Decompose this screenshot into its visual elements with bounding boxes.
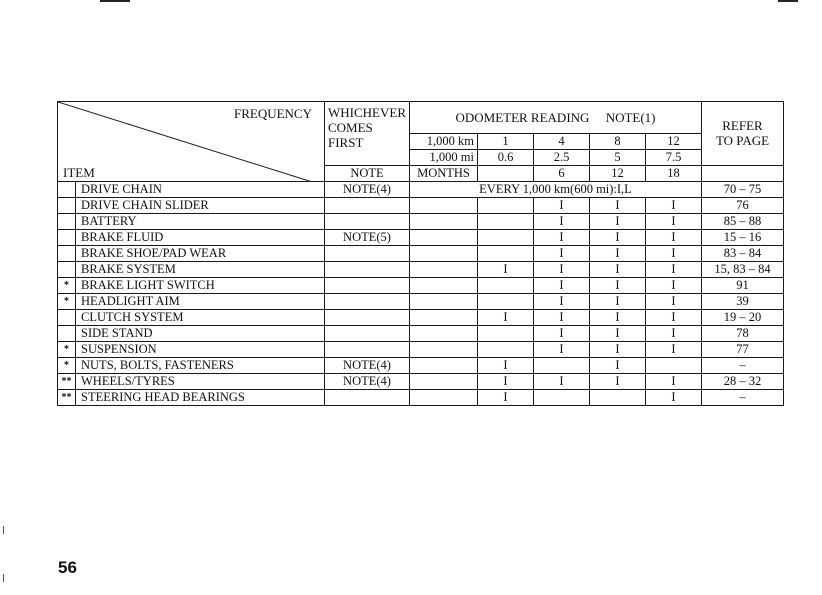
refer-to-page-header: REFER TO PAGE: [702, 102, 784, 166]
months-blank: [410, 390, 478, 406]
interval-cell: I: [534, 326, 590, 342]
item-name: STEERING HEAD BEARINGS: [76, 390, 325, 406]
schedule-row: [58, 326, 784, 342]
item-note: [325, 262, 410, 278]
top-rule-mark: [778, 0, 798, 2]
refer-page: 19 – 20: [702, 310, 784, 326]
months-blank: [410, 262, 478, 278]
interval-mi: 5: [590, 150, 646, 166]
months-blank: [410, 342, 478, 358]
schedule-row: [58, 374, 784, 390]
interval-cell: I: [534, 246, 590, 262]
severity-mark: [58, 182, 76, 198]
severity-mark: [58, 262, 76, 278]
months-blank: [410, 214, 478, 230]
schedule-row: [58, 278, 784, 294]
refer-page: 39: [702, 294, 784, 310]
interval-cell: I: [534, 374, 590, 390]
interval-cell: I: [534, 310, 590, 326]
interval-cell: [534, 390, 590, 406]
interval-cell: I: [646, 342, 702, 358]
interval-cell: I: [646, 230, 702, 246]
interval-cell: I: [590, 230, 646, 246]
item-note: [325, 326, 410, 342]
interval-cell: I: [646, 294, 702, 310]
interval-km: 8: [590, 134, 646, 150]
refer-header-spacer: [702, 166, 784, 182]
item-note: [325, 278, 410, 294]
item-note: [325, 342, 410, 358]
item-name: DRIVE CHAIN: [76, 182, 325, 198]
interval-cell: I: [478, 262, 534, 278]
refer-page: –: [702, 358, 784, 374]
refer-page: 28 – 32: [702, 374, 784, 390]
months-label: MONTHS: [410, 166, 478, 182]
interval-cell: I: [478, 374, 534, 390]
refer-page: 15, 83 – 84: [702, 262, 784, 278]
item-note: NOTE(4): [325, 182, 410, 198]
top-rule-mark: [100, 0, 130, 2]
interval-cell: I: [590, 246, 646, 262]
whichever-comes-first-label: WHICHEVER COMES FIRST: [325, 102, 410, 166]
maintenance-schedule-table: [57, 101, 784, 406]
item-name: SUSPENSION: [76, 342, 325, 358]
interval-span: EVERY 1,000 km(600 mi):I,L: [410, 182, 702, 198]
interval-cell: I: [646, 278, 702, 294]
interval-cell: [646, 358, 702, 374]
refer-page: 76: [702, 198, 784, 214]
interval-cell: [534, 358, 590, 374]
interval-cell: I: [590, 310, 646, 326]
interval-cell: I: [534, 214, 590, 230]
item-note: NOTE(5): [325, 230, 410, 246]
interval-km: 12: [646, 134, 702, 150]
interval-cell: I: [590, 198, 646, 214]
interval-km: 1: [478, 134, 534, 150]
months-blank: [410, 310, 478, 326]
refer-page: 85 – 88: [702, 214, 784, 230]
severity-mark: **: [58, 390, 76, 406]
item-note: [325, 198, 410, 214]
months-blank: [410, 230, 478, 246]
interval-mi: 2.5: [534, 150, 590, 166]
interval-cell: I: [534, 278, 590, 294]
schedule-row: [58, 358, 784, 374]
item-name: HEADLIGHT AIM: [76, 294, 325, 310]
interval-cell: I: [590, 262, 646, 278]
item-note: NOTE(4): [325, 358, 410, 374]
interval-cell: I: [478, 310, 534, 326]
interval-mi: 0.6: [478, 150, 534, 166]
item-note: [325, 390, 410, 406]
item-note: NOTE(4): [325, 374, 410, 390]
interval-cell: I: [646, 214, 702, 230]
interval-months: 6: [534, 166, 590, 182]
item-name: CLUTCH SYSTEM: [76, 310, 325, 326]
item-name: BATTERY: [76, 214, 325, 230]
schedule-row: [58, 390, 784, 406]
interval-cell: I: [590, 358, 646, 374]
item-name: SIDE STAND: [76, 326, 325, 342]
schedule-row: [58, 342, 784, 358]
interval-cell: [590, 390, 646, 406]
severity-mark: [58, 214, 76, 230]
item-name: NUTS, BOLTS, FASTENERS: [76, 358, 325, 374]
odometer-reading-header: ODOMETER READING NOTE(1): [410, 102, 702, 134]
schedule-row: [58, 262, 784, 278]
interval-cell: [478, 342, 534, 358]
interval-cell: I: [590, 214, 646, 230]
item-name: BRAKE FLUID: [76, 230, 325, 246]
refer-page: 83 – 84: [702, 246, 784, 262]
interval-cell: I: [534, 342, 590, 358]
note-column-header: NOTE: [325, 166, 410, 182]
interval-cell: I: [590, 326, 646, 342]
frequency-item-header: [58, 102, 325, 182]
interval-cell: I: [646, 374, 702, 390]
interval-cell: I: [534, 262, 590, 278]
item-note: [325, 246, 410, 262]
refer-page: –: [702, 390, 784, 406]
schedule-row: [58, 310, 784, 326]
severity-mark: [58, 326, 76, 342]
months-blank: [410, 358, 478, 374]
refer-page: 15 – 16: [702, 230, 784, 246]
unit-mi-label: 1,000 mi: [410, 150, 478, 166]
interval-cell: I: [590, 342, 646, 358]
interval-cell: I: [646, 198, 702, 214]
interval-cell: [478, 246, 534, 262]
item-note: [325, 310, 410, 326]
item-name: WHEELS/TYRES: [76, 374, 325, 390]
interval-cell: I: [646, 326, 702, 342]
severity-mark: *: [58, 294, 76, 310]
item-note: [325, 294, 410, 310]
interval-cell: I: [590, 278, 646, 294]
schedule-row: [58, 230, 784, 246]
refer-page: 91: [702, 278, 784, 294]
interval-months: 18: [646, 166, 702, 182]
months-blank: [410, 246, 478, 262]
severity-mark: **: [58, 374, 76, 390]
interval-cell: I: [534, 294, 590, 310]
interval-cell: [478, 214, 534, 230]
interval-cell: I: [478, 390, 534, 406]
margin-tick: [3, 526, 4, 534]
interval-cell: I: [590, 374, 646, 390]
item-name: DRIVE CHAIN SLIDER: [76, 198, 325, 214]
item-name: BRAKE SHOE/PAD WEAR: [76, 246, 325, 262]
months-blank: [410, 278, 478, 294]
margin-tick: [3, 574, 4, 582]
interval-mi: 7.5: [646, 150, 702, 166]
interval-cell: I: [590, 294, 646, 310]
months-blank: [410, 326, 478, 342]
interval-cell: [478, 198, 534, 214]
interval-cell: I: [646, 310, 702, 326]
interval-cell: I: [478, 358, 534, 374]
interval-cell: [478, 278, 534, 294]
refer-page: 78: [702, 326, 784, 342]
item-name: BRAKE SYSTEM: [76, 262, 325, 278]
months-blank: [410, 374, 478, 390]
item-note: [325, 214, 410, 230]
refer-page: 77: [702, 342, 784, 358]
severity-mark: *: [58, 342, 76, 358]
unit-km-label: 1,000 km: [410, 134, 478, 150]
item-label: ITEM: [63, 165, 95, 180]
severity-mark: [58, 246, 76, 262]
schedule-row: [58, 294, 784, 310]
severity-mark: *: [58, 358, 76, 374]
severity-mark: [58, 198, 76, 214]
schedule-row: [58, 198, 784, 214]
interval-cell: I: [534, 230, 590, 246]
interval-cell: I: [646, 246, 702, 262]
schedule-row: [58, 246, 784, 262]
interval-cell: I: [646, 262, 702, 278]
frequency-label: FREQUENCY: [233, 106, 312, 121]
interval-cell: I: [646, 390, 702, 406]
refer-page: 70 – 75: [702, 182, 784, 198]
months-blank: [410, 294, 478, 310]
interval-cell: I: [534, 198, 590, 214]
interval-months: 12: [590, 166, 646, 182]
interval-cell: [478, 326, 534, 342]
page-number: 56: [58, 558, 77, 577]
severity-mark: [58, 310, 76, 326]
schedule-row: [58, 214, 784, 230]
interval-cell: [478, 230, 534, 246]
severity-mark: *: [58, 278, 76, 294]
severity-mark: [58, 230, 76, 246]
interval-km: 4: [534, 134, 590, 150]
item-name: BRAKE LIGHT SWITCH: [76, 278, 325, 294]
months-blank: [410, 198, 478, 214]
interval-cell: [478, 294, 534, 310]
schedule-row: [58, 182, 784, 198]
interval-months: [478, 166, 534, 182]
